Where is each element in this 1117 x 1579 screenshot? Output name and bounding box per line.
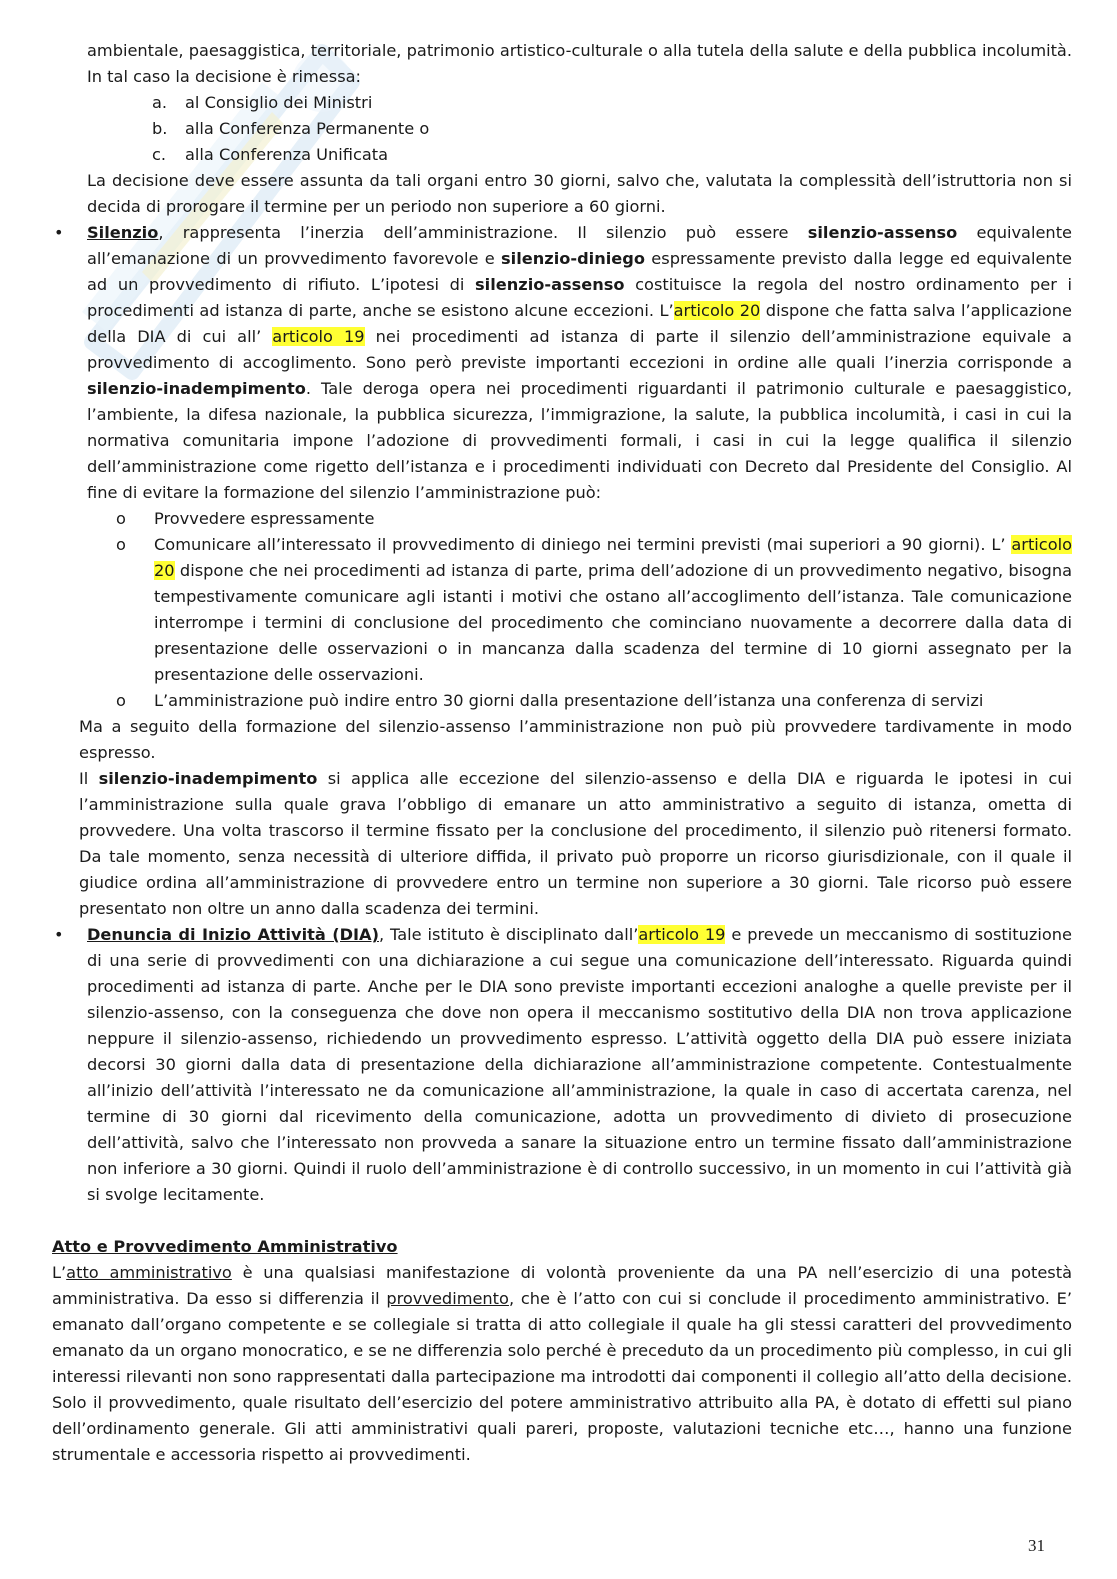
circle-bullet-icon: o (116, 535, 126, 554)
silenzio-bullet: • Silenzio, rappresenta l’inerzia dell’amministrazione. Il silenzio può essere silenzio-assenso equivalente all’emanazione di un provvedimento favorevole e silenzio-diniego espressamente previsto dalla legge ed equivalente ad un provvedimento di rifiuto. L’ipotesi di silenzio-assenso costituisce la regola del nostro ordinamento per i procedimenti ad istanza di parte, anche se esistono alcune eccezioni. L’articolo 20 dispone che fatta salva l’applicazione della DIA di cui all’ articolo 19 nei procedimenti ad istanza di parte il silenzio dell’amministrazione equivale a provvedimento di accoglimento. Sono però previste importanti eccezioni in ordine alle quali l’inerzia corrisponde a silenzio-inadempimento. Tale deroga opera nei procedimenti riguardanti il patrimonio culturale e paesaggistico, l’ambiente, la difesa nazionale, la pubblica sicurezza, l’immigrazione, la salute, la pubblica incolumità, i casi in cui la normativa comunitaria impone l’adozione di provvedimenti formali, i casi in cui la legge qualifica il silenzio dell’amministrazione come rigetto dell’istanza e i procedimenti individuati con Decreto dal Presidente del Consiglio. Al fine di evitare la formazione del silenzio l’amministrazione può: (82, 220, 1072, 506)
term-atto-amministrativo: atto amministrativo (66, 1263, 232, 1282)
sub-item: o Provvedere espressamente (82, 506, 1072, 532)
highlight-articolo-19: articolo 19 (638, 925, 726, 944)
dia-title: Denuncia di Inizio Attività (DIA) (87, 925, 379, 944)
list-item: c. alla Conferenza Unificata (152, 145, 389, 164)
highlight-articolo-20: articolo 20 (154, 535, 1072, 580)
decision-bodies-list (82, 90, 1072, 168)
list-item: a. al Consiglio dei Ministri (152, 93, 373, 112)
silenzio-inadempimento-paragraph: Il silenzio-inadempimento si applica alle eccezione del silenzio-assenso e della DIA e riguarda le ipotesi in cui l’amministrazione sulla quale grava l’obbligo di emanare un atto amministrativo a seguito di istanza, ometta di provvedere. Una volta trascorso il termine fissato per la conclusione del procedimento, il silenzio può ritenersi formato. Da tale momento, senza necessità di ulteriore diffida, il privato può proporre un ricorso giurisdizionale, con il quale il giudice ordina all’amministrazione di provvedere entro un termine non superiore a 30 giorni. Tale ricorso può essere presentato non oltre un anno dalla scadenza dei termini. (79, 769, 1072, 918)
document-body (52, 38, 1072, 1468)
section-heading: Atto e Provvedimento Amministrativo (52, 1237, 398, 1256)
circle-bullet-icon: o (116, 509, 126, 528)
dia-bullet: • Denuncia di Inizio Attività (DIA), Tale istituto è disciplinato dall’articolo 19 e prevede un meccanismo di sostituzione di una serie di provvedimenti con una dichiarazione a cui segue una comunicazione dell’interessato. Riguarda quindi procedimenti ad istanza di parte. Anche per le DIA sono previste importanti eccezioni analoghe a quelle previste per il silenzio-assenso, con la conseguenza che dove non opera il meccanismo sostitutivo della DIA non trova applicazione neppure il silenzio-assenso, richiedendo un provvedimento espresso. L’attività oggetto della DIA può essere iniziata decorsi 30 giorni dalla data di presentazione della dichiarazione all’amministrazione competente. Contestualmente all’inizio dell’attività l’interessato ne da comunicazione all’amministrazione, la quale in caso di accertata carenza, nel termine di 30 giorni dal ricevimento della comunicazione, adotta un provvedimento di divieto di prosecuzione dell’attività, salvo che l’interessato non provveda a sanare la situazione entro un termine fissato dall’amministrazione non inferiore a 30 giorni. Quindi il ruolo dell’amministrazione è di controllo successivo, in un momento in cui l’attività già si svolge lecitamente. (82, 922, 1072, 1208)
circle-bullet-icon: o (116, 691, 126, 710)
highlight-articolo-19: articolo 19 (272, 327, 365, 346)
sub-item: o Comunicare all’interessato il provvedimento di diniego nei termini previsti (mai superiori a 90 giorni). L’ articolo 20 dispone che nei procedimenti ad istanza di parte, prima dell’adozione di un provvedimento negativo, bisogna tempestivamente comunicare agli istanti i motivi che ostano all’accoglimento dell’istanza. Tale comunicazione interrompe i termini di conclusione del procedimento che cominciano nuovamente a decorrere dalla data di presentazione delle osservazioni o in mancanza dalla scadenza del termine di 10 giorni assegnato per la presentazione delle osservazioni. (82, 532, 1072, 688)
sub-item: o L’amministrazione può indire entro 30 giorni dalla presentazione dell’istanza una conferenza di servizi (82, 688, 1072, 714)
page-number: 31 (1028, 1536, 1045, 1555)
silenzio-title: Silenzio (87, 223, 159, 242)
term-provvedimento: provvedimento (386, 1289, 509, 1308)
bullet-icon: • (54, 223, 64, 242)
list-item: b. alla Conferenza Permanente o (152, 119, 430, 138)
atto-paragraph: L’atto amministrativo è una qualsiasi manifestazione di volontà proveniente da una PA nell’esercizio di una potestà amministrativa. Da esso si differenzia il provvedimento, che è l’atto con cui si conclude il procedimento amministrativo. E’ emanato dall’organo competente e se collegiale si tratta di atto collegiale il quale ha gli stessi caratteri del provvedimento emanato da un organo monocratico, e se ne differenzia solo perché è preceduto da un procedimento più complesso, in cui gli interessi rilevanti non sono rappresentati dalla partecipazione ma introdotti dai componenti il collegio all’atto della decisione. Solo il provvedimento, quale risultato dell’esercizio del potere amministrativo attribuito alla PA, è dotato di effetti sul piano dell’ordinamento generale. Gli atti amministrativi quali pareri, proposte, valutazioni tecniche etc…, hanno una funzione strumentale e accessoria rispetto ai provvedimenti. (52, 1263, 1072, 1464)
bullet-icon: • (54, 925, 64, 944)
silenzio-assenso-note: Ma a seguito della formazione del silenzio-assenso l’amministrazione non può più provvedere tardivamente in modo espresso. (79, 717, 1072, 762)
intro-paragraph: ambientale, paesaggistica, territoriale, patrimonio artistico-culturale o alla tutela della salute e della pubblica incolumità. In tal caso la decisione è rimessa: (87, 41, 1072, 86)
deadline-paragraph: La decisione deve essere assunta da tali organi entro 30 giorni, salvo che, valutata la complessità dell’istruttoria non si decida di prorogare il termine per un periodo non superiore a 60 giorni. (87, 171, 1072, 216)
highlight-articolo-20: articolo 20 (673, 301, 761, 320)
